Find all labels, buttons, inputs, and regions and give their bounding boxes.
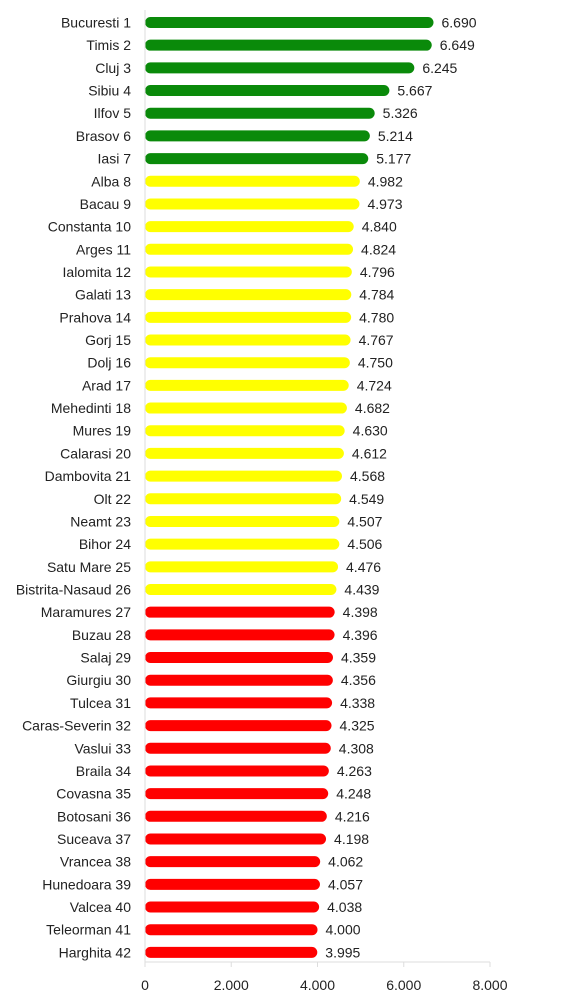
category-label: Valcea 40	[69, 899, 131, 916]
bar-1	[145, 17, 434, 28]
value-label: 4.506	[347, 536, 383, 553]
category-label: Dolj 16	[87, 354, 131, 371]
category-label: Vrancea 38	[59, 853, 131, 870]
category-label: Olt 22	[93, 490, 131, 507]
bar-23	[145, 516, 339, 527]
bar-15	[145, 335, 351, 346]
bar-29	[145, 652, 333, 663]
x-tick-label: 4.000	[299, 977, 336, 993]
category-label: Covasna 35	[56, 785, 131, 802]
value-label: 4.356	[340, 672, 376, 689]
category-label: Caras-Severin 32	[22, 717, 131, 734]
value-label: 3.995	[325, 944, 361, 961]
category-label: Mures 19	[72, 422, 131, 439]
value-label: 4.248	[336, 785, 372, 802]
value-label: 4.062	[328, 853, 364, 870]
bar-20	[145, 448, 344, 459]
category-label: Alba 8	[91, 173, 131, 190]
bar-2	[145, 40, 432, 51]
value-label: 4.439	[344, 581, 380, 598]
category-label: Prahova 14	[59, 309, 131, 326]
bar-17	[145, 380, 349, 391]
bar-41	[145, 924, 318, 935]
value-label: 4.216	[334, 808, 370, 825]
bar-25	[145, 561, 338, 572]
value-label: 4.784	[359, 286, 395, 303]
bar-28	[145, 629, 335, 640]
bar-31	[145, 697, 332, 708]
value-label: 4.325	[339, 717, 375, 734]
category-label: Maramures 27	[40, 604, 131, 621]
value-label: 4.568	[349, 468, 386, 485]
category-label: Suceava 37	[57, 830, 131, 847]
value-label: 4.263	[336, 762, 372, 779]
bar-9	[145, 198, 359, 209]
value-label: 4.507	[347, 513, 383, 530]
value-label: 4.057	[327, 876, 364, 893]
bar-14	[145, 312, 351, 323]
bar-22	[145, 493, 341, 504]
bar-27	[145, 607, 335, 618]
value-label: 5.667	[397, 82, 433, 99]
value-label: 4.840	[361, 218, 397, 235]
category-label: Bistrita-Nasaud 26	[15, 581, 131, 598]
category-label: Braila 34	[75, 762, 131, 779]
category-label: Arges 11	[76, 241, 131, 258]
x-tick-label: 0	[141, 977, 149, 993]
category-label: Mehedinti 18	[50, 400, 131, 417]
x-tick-label: 6.000	[386, 977, 422, 993]
category-label: Tulcea 31	[70, 694, 131, 711]
value-label: 4.780	[359, 309, 395, 326]
value-label: 4.038	[327, 899, 363, 916]
category-label: Cluj 3	[95, 59, 131, 76]
category-label: Constanta 10	[47, 218, 131, 235]
bar-5	[145, 108, 375, 119]
category-label: Gorj 15	[85, 332, 131, 349]
value-label: 4.549	[349, 490, 385, 507]
category-label: Timis 2	[86, 37, 131, 54]
category-label: Bihor 24	[78, 536, 131, 553]
category-label: Bucuresti 1	[60, 14, 131, 31]
bar-34	[145, 765, 329, 776]
value-label: 6.690	[441, 14, 477, 31]
bar-42	[145, 947, 317, 958]
bar-40	[145, 902, 319, 913]
bar-19	[145, 425, 345, 436]
bar-10	[145, 221, 354, 232]
value-label: 4.767	[358, 332, 394, 349]
bar-8	[145, 176, 360, 187]
bar-39	[145, 879, 320, 890]
bar-16	[145, 357, 350, 368]
value-label: 5.214	[377, 127, 413, 144]
bar-33	[145, 743, 331, 754]
value-label: 4.682	[354, 400, 390, 417]
bar-12	[145, 266, 352, 277]
bar-7	[145, 153, 368, 164]
bar-32	[145, 720, 332, 731]
category-label: Giurgiu 30	[66, 672, 131, 689]
value-label: 4.396	[342, 626, 378, 643]
category-label: Sibiu 4	[88, 82, 131, 99]
value-label: 5.326	[382, 105, 418, 122]
category-label: Iasi 7	[97, 150, 131, 167]
category-label: Salaj 29	[80, 649, 131, 666]
bar-38	[145, 856, 320, 867]
bar-37	[145, 833, 326, 844]
category-label: Calarasi 20	[60, 445, 131, 462]
bar-18	[145, 403, 347, 414]
value-label: 4.000	[325, 921, 361, 938]
category-label: Harghita 42	[58, 944, 131, 961]
value-label: 4.612	[351, 445, 387, 462]
value-label: 4.824	[361, 241, 397, 258]
value-label: 4.724	[356, 377, 392, 394]
category-label: Arad 17	[81, 377, 131, 394]
bar-4	[145, 85, 389, 96]
category-label: Dambovita 21	[44, 468, 131, 485]
bar-35	[145, 788, 328, 799]
value-label: 4.338	[340, 694, 376, 711]
bar-36	[145, 811, 327, 822]
category-label: Teleorman 41	[46, 921, 131, 938]
category-label: Vaslui 33	[74, 740, 131, 757]
bar-6	[145, 130, 370, 141]
category-label: Galati 13	[74, 286, 131, 303]
value-label: 4.359	[340, 649, 377, 666]
value-label: 6.649	[439, 37, 475, 54]
category-label: Ialomita 12	[62, 263, 131, 280]
category-label: Hunedoara 39	[42, 876, 131, 893]
bar-24	[145, 539, 339, 550]
x-tick-label: 2.000	[213, 977, 249, 993]
value-label: 5.177	[376, 150, 412, 167]
category-label: Brasov 6	[75, 127, 131, 144]
value-label: 4.398	[342, 604, 378, 621]
value-label: 4.982	[367, 173, 403, 190]
value-label: 4.308	[338, 740, 374, 757]
bar-30	[145, 675, 333, 686]
bar-13	[145, 289, 351, 300]
value-label: 4.750	[357, 354, 393, 371]
value-label: 6.245	[422, 59, 458, 76]
value-label: 4.198	[334, 830, 370, 847]
category-label: Buzau 28	[71, 626, 131, 643]
value-label: 4.630	[352, 422, 388, 439]
value-label: 4.476	[346, 558, 382, 575]
x-tick-label: 8.000	[472, 977, 508, 993]
bar-11	[145, 244, 353, 255]
category-label: Bacau 9	[79, 195, 131, 212]
category-label: Botosani 36	[57, 808, 131, 825]
bar-21	[145, 471, 342, 482]
category-label: Ilfov 5	[93, 105, 131, 122]
category-label: Neamt 23	[70, 513, 131, 530]
category-labels-group	[16, 15, 131, 961]
value-label: 4.973	[367, 195, 403, 212]
bar-26	[145, 584, 336, 595]
bar-3	[145, 62, 414, 73]
value-label: 4.796	[359, 263, 395, 280]
category-label: Satu Mare 25	[46, 558, 131, 575]
